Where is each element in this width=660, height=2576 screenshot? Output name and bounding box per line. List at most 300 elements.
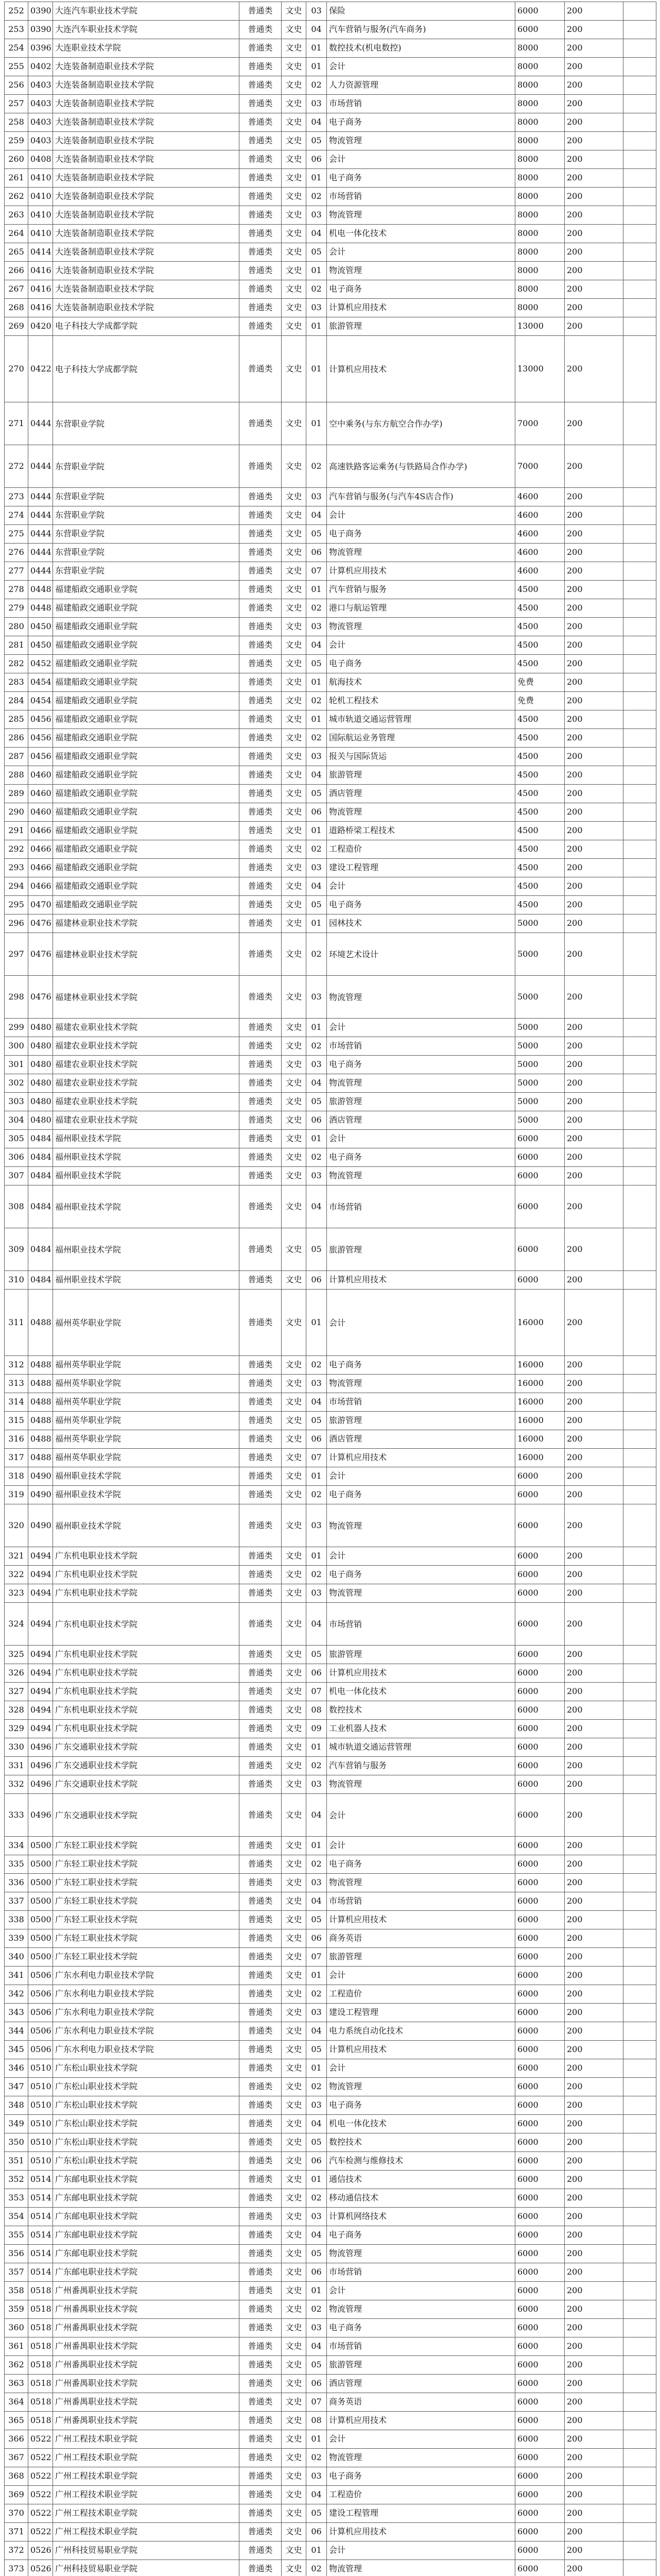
plan-count-cell: 200: [565, 2282, 623, 2300]
blank-cell: [623, 445, 656, 488]
major-name-cell: 物流管理: [327, 132, 515, 150]
school-code-cell: 0466: [28, 859, 53, 877]
major-name-cell: 旅游管理: [327, 1948, 515, 1967]
row-index-cell: 290: [5, 803, 28, 822]
major-code-cell: 01: [306, 1290, 327, 1356]
major-code-cell: 04: [306, 766, 327, 785]
batch-type-cell: 普通类: [239, 1375, 282, 1393]
plan-count-cell: 200: [565, 506, 623, 525]
subject-category-cell: 文史: [282, 2282, 306, 2300]
school-code-cell: 0410: [28, 206, 53, 225]
row-index-cell: 367: [5, 2449, 28, 2467]
table-row: [5, 1929, 656, 1948]
table-row: [5, 317, 656, 336]
blank-cell: [623, 1855, 656, 1874]
subject-category-cell: 文史: [282, 2226, 306, 2245]
row-index-cell: 262: [5, 188, 28, 206]
school-code-cell: 0506: [28, 2041, 53, 2059]
tuition-fee-cell: 6000: [515, 2208, 565, 2226]
major-name-cell: 电子商务: [327, 1486, 515, 1504]
school-code-cell: 0448: [28, 599, 53, 618]
blank-cell: [623, 822, 656, 840]
batch-type-cell: 普通类: [239, 2393, 282, 2412]
batch-type-cell: 普通类: [239, 1985, 282, 2004]
subject-category-cell: 文史: [282, 2523, 306, 2541]
school-code-cell: 0403: [28, 95, 53, 113]
major-code-cell: 04: [306, 877, 327, 896]
major-code-cell: 09: [306, 1720, 327, 1738]
row-index-cell: 257: [5, 95, 28, 113]
blank-cell: [623, 562, 656, 581]
school-name-cell: 广东轻工职业技术学院: [53, 1874, 239, 1892]
major-name-cell: 会计: [327, 1547, 515, 1566]
table-row: [5, 243, 656, 262]
plan-count-cell: 200: [565, 2041, 623, 2059]
major-name-cell: 城市轨道交通运营管理: [327, 710, 515, 729]
table-row: [5, 2208, 656, 2226]
school-code-cell: 0494: [28, 1547, 53, 1566]
blank-cell: [623, 2337, 656, 2356]
school-name-cell: 福州职业技术学院: [53, 1486, 239, 1504]
subject-category-cell: 文史: [282, 710, 306, 729]
major-code-cell: 01: [306, 822, 327, 840]
major-code-cell: 04: [306, 506, 327, 525]
subject-category-cell: 文史: [282, 1467, 306, 1486]
school-name-cell: 广东轻工职业技术学院: [53, 1892, 239, 1911]
batch-type-cell: 普通类: [239, 1074, 282, 1093]
batch-type-cell: 普通类: [239, 729, 282, 748]
blank-cell: [623, 2319, 656, 2337]
plan-count-cell: 200: [565, 1019, 623, 1037]
school-name-cell: 广州番禺职业技术学院: [53, 2337, 239, 2356]
major-name-cell: 物流管理: [327, 2245, 515, 2263]
batch-type-cell: 普通类: [239, 1037, 282, 1056]
blank-cell: [623, 2022, 656, 2041]
school-name-cell: 广东水利电力职业技术学院: [53, 2004, 239, 2022]
tuition-fee-cell: 4500: [515, 877, 565, 896]
tuition-fee-cell: 4500: [515, 766, 565, 785]
tuition-fee-cell: 6000: [515, 2096, 565, 2115]
major-code-cell: 03: [306, 488, 327, 506]
subject-category-cell: 文史: [282, 1967, 306, 1985]
blank-cell: [623, 2449, 656, 2467]
blank-cell: [623, 2504, 656, 2523]
subject-category-cell: 文史: [282, 206, 306, 225]
tuition-fee-cell: 16000: [515, 1430, 565, 1449]
row-index-cell: 285: [5, 710, 28, 729]
plan-count-cell: 200: [565, 2356, 623, 2375]
major-code-cell: 05: [306, 655, 327, 673]
batch-type-cell: 普通类: [239, 914, 282, 933]
school-code-cell: 0444: [28, 445, 53, 488]
major-code-cell: 03: [306, 2096, 327, 2115]
school-name-cell: 广东松山职业技术学院: [53, 2152, 239, 2171]
row-index-cell: 271: [5, 402, 28, 445]
tuition-fee-cell: 5000: [515, 1019, 565, 1037]
major-code-cell: 05: [306, 132, 327, 150]
batch-type-cell: 普通类: [239, 599, 282, 618]
tuition-fee-cell: 8000: [515, 262, 565, 280]
school-code-cell: 0466: [28, 877, 53, 896]
school-code-cell: 0496: [28, 1794, 53, 1837]
plan-count-cell: 200: [565, 710, 623, 729]
major-code-cell: 01: [306, 581, 327, 599]
major-code-cell: 04: [306, 2022, 327, 2041]
plan-count-cell: 200: [565, 2115, 623, 2133]
blank-cell: [623, 336, 656, 402]
table-row: [5, 803, 656, 822]
tuition-fee-cell: 13000: [515, 336, 565, 402]
major-name-cell: 物流管理: [327, 544, 515, 562]
tuition-fee-cell: 6000: [515, 2356, 565, 2375]
school-name-cell: 大连职业技术学院: [53, 39, 239, 58]
major-code-cell: 06: [306, 803, 327, 822]
subject-category-cell: 文史: [282, 1911, 306, 1929]
major-name-cell: 汽车检测与维修技术: [327, 2152, 515, 2171]
blank-cell: [623, 1584, 656, 1603]
blank-cell: [623, 317, 656, 336]
school-name-cell: 广州番禺职业技术学院: [53, 2393, 239, 2412]
major-name-cell: 旅游管理: [327, 1646, 515, 1664]
school-name-cell: 广东松山职业技术学院: [53, 2096, 239, 2115]
school-name-cell: 广东机电职业技术学院: [53, 1603, 239, 1646]
batch-type-cell: 普通类: [239, 822, 282, 840]
subject-category-cell: 文史: [282, 488, 306, 506]
batch-type-cell: 普通类: [239, 1892, 282, 1911]
batch-type-cell: 普通类: [239, 1794, 282, 1837]
subject-category-cell: 文史: [282, 655, 306, 673]
table-row: [5, 1449, 656, 1467]
major-name-cell: 会计: [327, 58, 515, 76]
tuition-fee-cell: 6000: [515, 1874, 565, 1892]
table-row: [5, 506, 656, 525]
blank-cell: [623, 1019, 656, 1037]
plan-count-cell: 200: [565, 581, 623, 599]
row-index-cell: 321: [5, 1547, 28, 1566]
major-code-cell: 03: [306, 2319, 327, 2337]
tuition-fee-cell: 5000: [515, 976, 565, 1019]
major-name-cell: 商务英语: [327, 2393, 515, 2412]
row-index-cell: 291: [5, 822, 28, 840]
row-index-cell: 337: [5, 1892, 28, 1911]
major-name-cell: 会计: [327, 1967, 515, 1985]
batch-type-cell: 普通类: [239, 2560, 282, 2576]
major-code-cell: 02: [306, 1037, 327, 1056]
tuition-fee-cell: 6000: [515, 2541, 565, 2560]
blank-cell: [623, 655, 656, 673]
major-name-cell: 会计: [327, 1794, 515, 1837]
major-name-cell: 高速铁路客运乘务(与铁路局合作办学): [327, 445, 515, 488]
table-row: [5, 2171, 656, 2189]
blank-cell: [623, 1837, 656, 1855]
major-code-cell: 01: [306, 1130, 327, 1148]
table-row: [5, 1093, 656, 1111]
major-name-cell: 电子商务: [327, 1356, 515, 1375]
tuition-fee-cell: 免费: [515, 673, 565, 692]
plan-count-cell: 200: [565, 2263, 623, 2282]
plan-count-cell: 200: [565, 1467, 623, 1486]
plan-count-cell: 200: [565, 58, 623, 76]
blank-cell: [623, 1504, 656, 1547]
row-index-cell: 270: [5, 336, 28, 402]
subject-category-cell: 文史: [282, 1757, 306, 1775]
plan-count-cell: 200: [565, 2059, 623, 2078]
school-code-cell: 0402: [28, 58, 53, 76]
tuition-fee-cell: 6000: [515, 1486, 565, 1504]
school-name-cell: 福建船政交通职业学院: [53, 896, 239, 914]
school-code-cell: 0494: [28, 1701, 53, 1720]
table-row: [5, 1356, 656, 1375]
major-code-cell: 01: [306, 1738, 327, 1757]
school-code-cell: 0488: [28, 1430, 53, 1449]
school-code-cell: 0484: [28, 1167, 53, 1185]
major-name-cell: 数控技术: [327, 1701, 515, 1720]
subject-category-cell: 文史: [282, 2041, 306, 2059]
row-index-cell: 347: [5, 2078, 28, 2096]
school-code-cell: 0484: [28, 1148, 53, 1167]
tuition-fee-cell: 4500: [515, 636, 565, 655]
school-name-cell: 福建船政交通职业学院: [53, 877, 239, 896]
row-index-cell: 369: [5, 2486, 28, 2504]
table-row: [5, 1486, 656, 1504]
school-code-cell: 0454: [28, 673, 53, 692]
batch-type-cell: 普通类: [239, 1271, 282, 1290]
blank-cell: [623, 2523, 656, 2541]
school-code-cell: 0514: [28, 2263, 53, 2282]
school-code-cell: 0496: [28, 1775, 53, 1794]
batch-type-cell: 普通类: [239, 1130, 282, 1148]
school-code-cell: 0403: [28, 113, 53, 132]
table-row: [5, 2022, 656, 2041]
tuition-fee-cell: 8000: [515, 188, 565, 206]
row-index-cell: 292: [5, 840, 28, 859]
tuition-fee-cell: 5000: [515, 933, 565, 976]
subject-category-cell: 文史: [282, 1701, 306, 1720]
major-name-cell: 电力系统自动化技术: [327, 2022, 515, 2041]
table-row: [5, 2078, 656, 2096]
major-name-cell: 电子商务: [327, 1855, 515, 1874]
major-name-cell: 电子商务: [327, 655, 515, 673]
tuition-fee-cell: 8000: [515, 169, 565, 188]
major-code-cell: 04: [306, 1074, 327, 1093]
blank-cell: [623, 2300, 656, 2319]
plan-count-cell: 200: [565, 673, 623, 692]
subject-category-cell: 文史: [282, 1412, 306, 1430]
plan-count-cell: 200: [565, 1566, 623, 1584]
school-code-cell: 0476: [28, 976, 53, 1019]
school-code-cell: 0510: [28, 2152, 53, 2171]
major-name-cell: 会计: [327, 1467, 515, 1486]
major-code-cell: 02: [306, 2078, 327, 2096]
major-name-cell: 旅游管理: [327, 317, 515, 336]
major-name-cell: 物流管理: [327, 1775, 515, 1794]
row-index-cell: 341: [5, 1967, 28, 1985]
major-code-cell: 07: [306, 2393, 327, 2412]
tuition-fee-cell: 5000: [515, 1074, 565, 1093]
school-name-cell: 大连装备制造职业技术学院: [53, 95, 239, 113]
blank-cell: [623, 2430, 656, 2449]
major-code-cell: 02: [306, 1486, 327, 1504]
school-code-cell: 0494: [28, 1584, 53, 1603]
blank-cell: [623, 1874, 656, 1892]
subject-category-cell: 文史: [282, 2263, 306, 2282]
plan-count-cell: 200: [565, 544, 623, 562]
school-name-cell: 广东机电职业技术学院: [53, 1566, 239, 1584]
school-name-cell: 大连装备制造职业技术学院: [53, 188, 239, 206]
school-name-cell: 福建船政交通职业学院: [53, 673, 239, 692]
major-code-cell: 02: [306, 2189, 327, 2208]
blank-cell: [623, 1037, 656, 1056]
tuition-fee-cell: 6000: [515, 1892, 565, 1911]
subject-category-cell: 文史: [282, 1566, 306, 1584]
row-index-cell: 361: [5, 2337, 28, 2356]
school-code-cell: 0494: [28, 1720, 53, 1738]
school-name-cell: 广东松山职业技术学院: [53, 2133, 239, 2152]
school-name-cell: 大连装备制造职业技术学院: [53, 58, 239, 76]
row-index-cell: 329: [5, 1720, 28, 1738]
table-row: [5, 1074, 656, 1093]
plan-count-cell: 200: [565, 618, 623, 636]
major-name-cell: 会计: [327, 636, 515, 655]
table-row: [5, 1290, 656, 1356]
row-index-cell: 335: [5, 1855, 28, 1874]
row-index-cell: 304: [5, 1111, 28, 1130]
major-name-cell: 机电一体化技术: [327, 225, 515, 243]
subject-category-cell: 文史: [282, 2337, 306, 2356]
table-row: [5, 1794, 656, 1837]
school-code-cell: 0444: [28, 562, 53, 581]
major-name-cell: 酒店管理: [327, 1430, 515, 1449]
subject-category-cell: 文史: [282, 317, 306, 336]
row-index-cell: 278: [5, 581, 28, 599]
batch-type-cell: 普通类: [239, 2096, 282, 2115]
school-code-cell: 0494: [28, 1646, 53, 1664]
row-index-cell: 344: [5, 2022, 28, 2041]
major-code-cell: 05: [306, 785, 327, 803]
table-row: [5, 2486, 656, 2504]
batch-type-cell: 普通类: [239, 2022, 282, 2041]
batch-type-cell: 普通类: [239, 2412, 282, 2430]
school-name-cell: 广东机电职业技术学院: [53, 1720, 239, 1738]
batch-type-cell: 普通类: [239, 95, 282, 113]
subject-category-cell: 文史: [282, 2059, 306, 2078]
school-name-cell: 广东轻工职业技术学院: [53, 1929, 239, 1948]
tuition-fee-cell: 5000: [515, 914, 565, 933]
subject-category-cell: 文史: [282, 729, 306, 748]
blank-cell: [623, 914, 656, 933]
row-index-cell: 339: [5, 1929, 28, 1948]
row-index-cell: 366: [5, 2430, 28, 2449]
major-code-cell: 05: [306, 1228, 327, 1271]
tuition-fee-cell: 8000: [515, 132, 565, 150]
blank-cell: [623, 1775, 656, 1794]
subject-category-cell: 文史: [282, 2375, 306, 2393]
school-code-cell: 0450: [28, 636, 53, 655]
subject-category-cell: 文史: [282, 21, 306, 39]
table-row: [5, 1547, 656, 1566]
major-name-cell: 物流管理: [327, 976, 515, 1019]
blank-cell: [623, 1911, 656, 1929]
tuition-fee-cell: 6000: [515, 1130, 565, 1148]
major-name-cell: 电子商务: [327, 2319, 515, 2337]
school-code-cell: 0480: [28, 1037, 53, 1056]
batch-type-cell: 普通类: [239, 1547, 282, 1566]
batch-type-cell: 普通类: [239, 21, 282, 39]
blank-cell: [623, 1757, 656, 1775]
batch-type-cell: 普通类: [239, 445, 282, 488]
blank-cell: [623, 402, 656, 445]
major-code-cell: 03: [306, 1584, 327, 1603]
table-row: [5, 1775, 656, 1794]
school-code-cell: 0480: [28, 1093, 53, 1111]
plan-count-cell: 200: [565, 488, 623, 506]
batch-type-cell: 普通类: [239, 2004, 282, 2022]
batch-type-cell: 普通类: [239, 1356, 282, 1375]
plan-count-cell: 200: [565, 914, 623, 933]
school-name-cell: 福州英华职业学院: [53, 1356, 239, 1375]
plan-count-cell: 200: [565, 2004, 623, 2022]
blank-cell: [623, 1603, 656, 1646]
blank-cell: [623, 150, 656, 169]
major-code-cell: 01: [306, 169, 327, 188]
subject-category-cell: 文史: [282, 2560, 306, 2576]
table-row: [5, 1412, 656, 1430]
batch-type-cell: 普通类: [239, 1948, 282, 1967]
plan-count-cell: 200: [565, 785, 623, 803]
table-row: [5, 2560, 656, 2576]
tuition-fee-cell: 5000: [515, 1037, 565, 1056]
tuition-fee-cell: 5000: [515, 1111, 565, 1130]
school-code-cell: 0456: [28, 729, 53, 748]
row-index-cell: 359: [5, 2300, 28, 2319]
school-code-cell: 0460: [28, 766, 53, 785]
major-code-cell: 04: [306, 113, 327, 132]
major-code-cell: 06: [306, 2523, 327, 2541]
row-index-cell: 274: [5, 506, 28, 525]
major-name-cell: 电子商务: [327, 2226, 515, 2245]
row-index-cell: 280: [5, 618, 28, 636]
tuition-fee-cell: 8000: [515, 76, 565, 95]
school-code-cell: 0490: [28, 1486, 53, 1504]
batch-type-cell: 普通类: [239, 1603, 282, 1646]
table-row: [5, 2041, 656, 2059]
school-name-cell: 广州工程技术职业学院: [53, 2467, 239, 2486]
table-row: [5, 206, 656, 225]
tuition-fee-cell: 4500: [515, 729, 565, 748]
row-index-cell: 314: [5, 1393, 28, 1412]
subject-category-cell: 文史: [282, 1356, 306, 1375]
table-row: [5, 280, 656, 299]
subject-category-cell: 文史: [282, 2393, 306, 2412]
table-row: [5, 1393, 656, 1412]
subject-category-cell: 文史: [282, 299, 306, 317]
tuition-fee-cell: 6000: [515, 2319, 565, 2337]
row-index-cell: 283: [5, 673, 28, 692]
major-name-cell: 市场营销: [327, 1892, 515, 1911]
school-name-cell: 大连装备制造职业技术学院: [53, 243, 239, 262]
plan-count-cell: 200: [565, 225, 623, 243]
plan-count-cell: 200: [565, 1412, 623, 1430]
blank-cell: [623, 1701, 656, 1720]
subject-category-cell: 文史: [282, 562, 306, 581]
tuition-fee-cell: 8000: [515, 150, 565, 169]
blank-cell: [623, 1056, 656, 1074]
tuition-fee-cell: 4500: [515, 581, 565, 599]
plan-count-cell: 200: [565, 1375, 623, 1393]
major-code-cell: 01: [306, 317, 327, 336]
school-code-cell: 0514: [28, 2208, 53, 2226]
table-row: [5, 2133, 656, 2152]
